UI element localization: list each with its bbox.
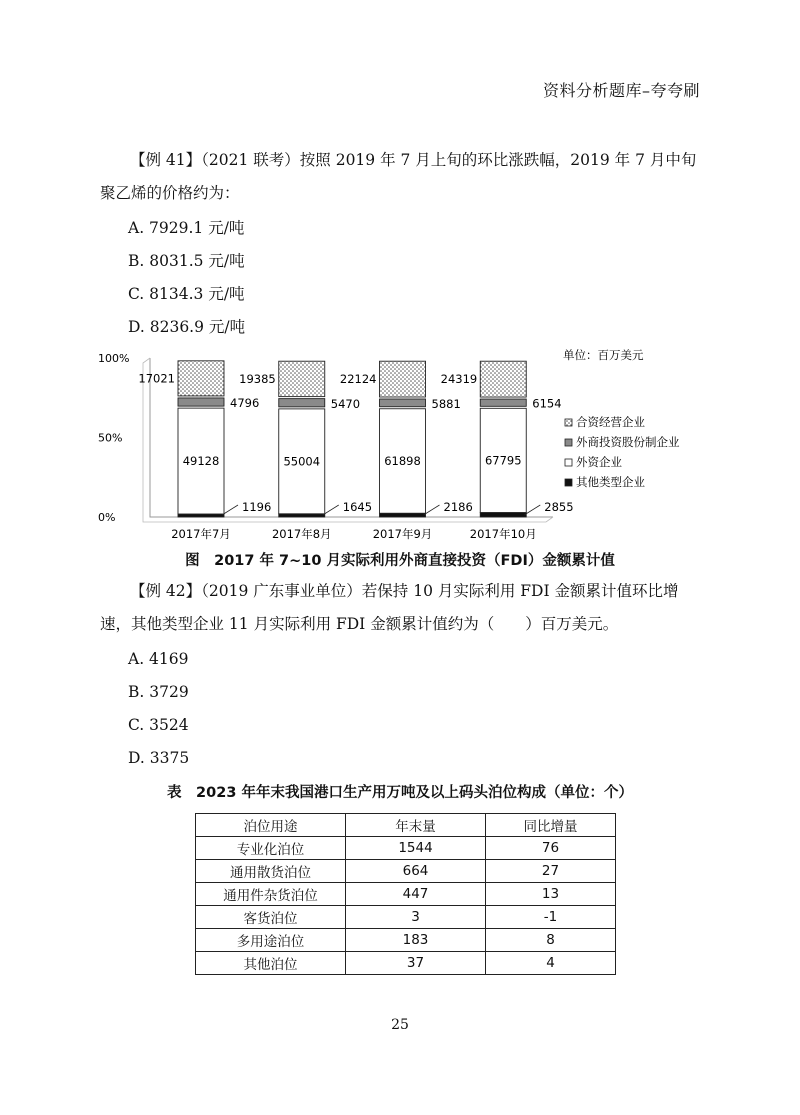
q42-option-a: A. 4169 — [128, 650, 189, 668]
legend-label: 外商投资股份制企业 — [576, 435, 680, 449]
data-label: 2855 — [544, 500, 574, 514]
q42-option-b: B. 3729 — [128, 683, 189, 701]
table-row — [196, 883, 616, 906]
data-label: 55004 — [283, 454, 321, 469]
table-cell: 其他泊位 — [196, 952, 346, 975]
chart-caption: 图 2017 年 7~10 月实际利用外商直接投资（FDI）金额累计值 — [185, 553, 615, 569]
bar-segment — [279, 361, 325, 396]
data-label: 5881 — [431, 396, 461, 411]
question-42-text: （2019 广东事业单位）若保持 10 月实际利用 FDI 金额累计值环比增速，其他类型企业 11 月实际利用 FDI 金额累计值约为（ ）百万美元。 — [100, 582, 679, 633]
table-row — [196, 929, 616, 952]
x-tick-label: 2017年9月 — [372, 527, 433, 541]
legend-label: 其他类型企业 — [576, 475, 645, 489]
bar-segment — [380, 513, 426, 517]
data-label: 61898 — [384, 453, 421, 468]
bar-segment — [178, 361, 224, 396]
q42-option-c: C. 3524 — [128, 716, 189, 734]
y-tick-label: 50% — [98, 431, 123, 445]
data-label: 24319 — [440, 372, 478, 387]
table-cell: 1544 — [346, 837, 486, 860]
legend-swatch — [565, 479, 572, 486]
table-cell: 13 — [486, 883, 616, 906]
table-row — [196, 952, 616, 975]
q41-option-c: C. 8134.3 元/吨 — [128, 285, 245, 303]
table-cell: 76 — [486, 837, 616, 860]
table-cell: 专业化泊位 — [196, 837, 346, 860]
legend-swatch — [565, 439, 572, 446]
table-cell: 4 — [486, 952, 616, 975]
table-row — [196, 906, 616, 929]
question-41 — [100, 144, 705, 210]
table-cell: 183 — [346, 929, 486, 952]
page-header: 资料分析题库–夸夸刷 — [542, 81, 700, 100]
bar-segment — [178, 514, 224, 517]
question-42-tag: 【例 42】 — [130, 582, 202, 600]
table-cell: 多用途泊位 — [196, 929, 346, 952]
question-42 — [100, 575, 705, 641]
table-caption: 表 2023 年年末我国港口生产用万吨及以上码头泊位构成（单位：个） — [167, 785, 633, 801]
x-tick-label: 2017年10月 — [469, 527, 537, 541]
q41-option-d: D. 8236.9 元/吨 — [128, 318, 246, 336]
legend-label: 外资企业 — [576, 455, 622, 469]
table-cell: 37 — [346, 952, 486, 975]
data-label: 17021 — [138, 371, 175, 386]
bar-segment — [480, 399, 526, 406]
table-cell: 通用散货泊位 — [196, 860, 346, 883]
chart-unit-label: 单位：百万美元 — [563, 348, 644, 362]
table-cell: 27 — [486, 860, 616, 883]
bar-segment — [279, 399, 325, 407]
berth-table — [195, 813, 616, 975]
q42-option-d: D. 3375 — [128, 749, 190, 767]
question-41-text: （2021 联考）按照 2019 年 7 月上旬的环比涨跌幅，2019 年 7 月中旬聚乙烯的价格约为： — [100, 151, 697, 202]
bar-segment — [380, 399, 426, 407]
legend-swatch — [565, 419, 572, 426]
table-cell: 8 — [486, 929, 616, 952]
data-label: 6154 — [532, 396, 562, 411]
table-cell: 通用件杂货泊位 — [196, 883, 346, 906]
table-row — [196, 837, 616, 860]
bar-segment — [480, 513, 526, 517]
bar-segment — [178, 398, 224, 406]
bar-segment — [480, 361, 526, 397]
header-cell: 同比增量 — [486, 814, 616, 837]
data-label: 1196 — [242, 500, 272, 514]
table-cell: -1 — [486, 906, 616, 929]
data-label: 5470 — [330, 396, 361, 411]
data-label: 1645 — [342, 500, 373, 514]
data-label: 4796 — [230, 396, 260, 411]
bar-segment — [380, 361, 426, 397]
page-number: 25 — [391, 1017, 409, 1033]
question-41-tag: 【例 41】 — [130, 151, 202, 169]
header-cell: 泊位用途 — [196, 814, 346, 837]
data-label: 19385 — [239, 371, 276, 386]
header-cell: 年末量 — [346, 814, 486, 837]
data-label: 49128 — [182, 454, 220, 469]
x-tick-label: 2017年8月 — [271, 527, 332, 541]
y-tick-label: 100% — [98, 352, 130, 365]
data-label: 2186 — [443, 500, 473, 514]
data-label: 67795 — [484, 453, 522, 468]
q41-option-b: B. 8031.5 元/吨 — [128, 252, 245, 270]
y-tick-label: 0% — [98, 511, 116, 524]
x-tick-label: 2017年7月 — [171, 527, 231, 541]
table-cell: 客货泊位 — [196, 906, 346, 929]
table-cell: 447 — [346, 883, 486, 906]
data-label: 22124 — [339, 372, 377, 387]
table-row — [196, 860, 616, 883]
table-cell: 664 — [346, 860, 486, 883]
bar-segment — [279, 514, 325, 517]
fdi-chart — [98, 340, 708, 545]
legend-label: 合资经营企业 — [576, 415, 645, 429]
legend-swatch — [565, 459, 572, 466]
q41-option-a: A. 7929.1 元/吨 — [128, 219, 245, 237]
table-cell: 3 — [346, 906, 486, 929]
table-header-row — [196, 814, 616, 837]
